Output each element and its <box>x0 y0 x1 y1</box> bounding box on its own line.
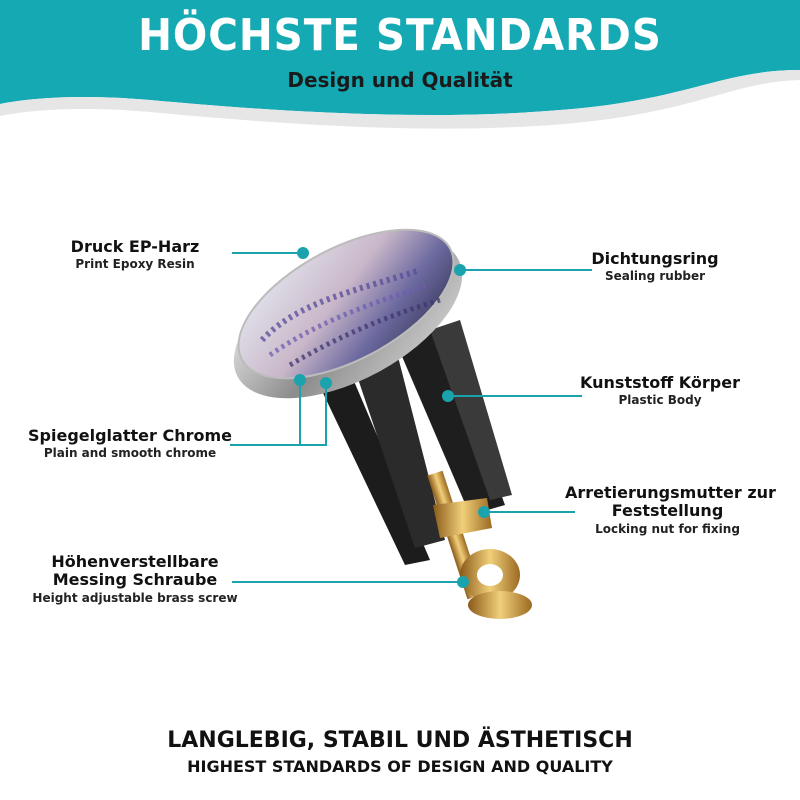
footer-headline: LANGLEBIG, STABIL UND ÄSTHETISCH <box>167 728 633 753</box>
callout-chrome: Spiegelglatter Chrome Plain and smooth chrome <box>28 426 232 461</box>
callout-brass-screw: Höhenverstellbare Messing Schraube Height adjustable brass screw <box>32 552 238 605</box>
page-title: HÖCHSTE STANDARDS <box>138 10 662 61</box>
callout-sealing-rubber: Dichtungsring Sealing rubber <box>591 249 719 284</box>
callout-print-epoxy: Druck EP-Harz Print Epoxy Resin <box>70 237 200 272</box>
footer-subline: HIGHEST STANDARDS OF DESIGN AND QUALITY <box>187 757 613 776</box>
callout-locking-nut: Arretierungsmutter zur Feststellung Locking nut for fixing <box>565 483 776 536</box>
callout-plastic-body: Kunststoff Körper Plastic Body <box>580 373 740 408</box>
page-subtitle: Design und Qualität <box>287 68 513 92</box>
